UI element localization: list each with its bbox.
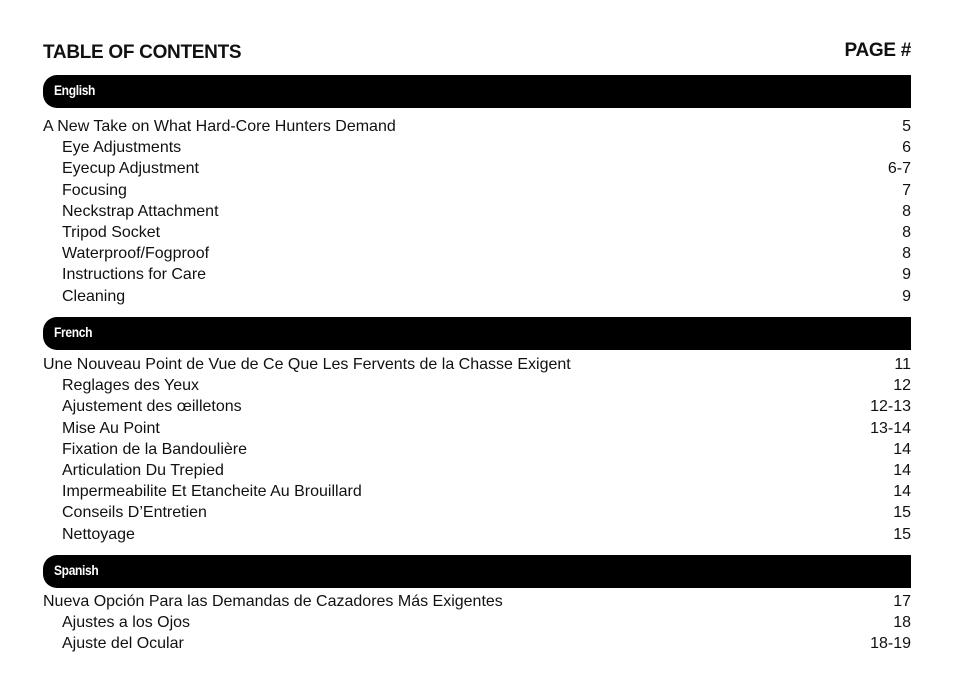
toc-entry[interactable] bbox=[43, 243, 911, 264]
section-entries-spanish bbox=[43, 591, 911, 655]
toc-entry-label: Articulation Du Trepied bbox=[62, 461, 224, 479]
toc-entry-label: Reglages des Yeux bbox=[62, 377, 199, 395]
toc-entry[interactable] bbox=[43, 439, 911, 460]
section-title: Spanish bbox=[54, 562, 99, 578]
page-number-label: PAGE # bbox=[844, 40, 911, 61]
toc-entry-label: Tripod Socket bbox=[62, 223, 161, 241]
section-entries-english bbox=[43, 116, 911, 307]
toc-entry-label: Nueva Opción Para las Demandas de Cazadores Más Exigentes bbox=[43, 593, 503, 610]
toc-entry-page: 7 bbox=[902, 181, 911, 199]
toc-entry-label: Ajustes a los Ojos bbox=[62, 614, 191, 632]
section-title: English bbox=[54, 82, 96, 98]
toc-entry[interactable] bbox=[43, 612, 911, 633]
toc-entry-label: Mise Au Point bbox=[62, 419, 160, 437]
toc-header bbox=[43, 42, 911, 66]
toc-entry-label: Une Nouveau Point de Vue de Ce Que Les Fervents de la Chasse Exigent bbox=[43, 356, 571, 373]
toc-entry[interactable] bbox=[43, 354, 911, 375]
toc-entry-page: 12-13 bbox=[870, 398, 911, 416]
toc-entry-label: Focusing bbox=[62, 181, 127, 199]
toc-entry-label: Impermeabilite Et Etancheite Au Brouillard bbox=[62, 483, 362, 501]
toc-entry-label: Ajustement des œilletons bbox=[62, 398, 242, 416]
toc-entry[interactable] bbox=[43, 180, 911, 201]
toc-entry-label: Fixation de la Bandoulière bbox=[62, 440, 248, 458]
toc-entry-page: 9 bbox=[902, 266, 911, 284]
toc-entry[interactable] bbox=[43, 222, 911, 243]
toc-entry-page: 8 bbox=[902, 245, 911, 263]
toc-entry[interactable] bbox=[43, 201, 911, 222]
toc-entry-page: 8 bbox=[902, 202, 911, 220]
toc-entry[interactable] bbox=[43, 158, 911, 179]
section-title: French bbox=[54, 324, 93, 340]
toc-entry-page: 14 bbox=[893, 483, 911, 501]
toc-entry[interactable] bbox=[43, 460, 911, 481]
toc-entry[interactable] bbox=[43, 524, 911, 545]
toc-entry-label: Neckstrap Attachment bbox=[62, 202, 219, 220]
toc-entry-label: A New Take on What Hard-Core Hunters Demand bbox=[43, 118, 396, 135]
toc-entry-page: 17 bbox=[893, 593, 911, 610]
toc-entry-label: Eyecup Adjustment bbox=[62, 160, 199, 178]
section-bar-spanish bbox=[43, 555, 911, 588]
toc-entry[interactable] bbox=[43, 633, 911, 654]
toc-entry[interactable] bbox=[43, 396, 911, 417]
toc-entry-page: 9 bbox=[902, 287, 911, 305]
toc-entry-page: 14 bbox=[893, 440, 911, 458]
toc-entry-label: Cleaning bbox=[62, 287, 126, 305]
toc-entry[interactable] bbox=[43, 116, 911, 137]
section-bar-french bbox=[43, 317, 911, 350]
toc-entry-label: Waterproof/Fogproof bbox=[62, 245, 210, 263]
toc-title: TABLE OF CONTENTS bbox=[43, 42, 242, 63]
toc-entry-page: 15 bbox=[893, 525, 911, 543]
toc-entry-label: Instructions for Care bbox=[62, 266, 207, 284]
toc-entry-page: 8 bbox=[902, 223, 911, 241]
toc-entry-page: 12 bbox=[893, 377, 911, 395]
toc-entry-label: Eye Adjustments bbox=[62, 139, 182, 157]
toc-entry-label: Ajuste del Ocular bbox=[62, 635, 184, 653]
toc-entry-page: 6 bbox=[902, 139, 911, 157]
toc-entry-page: 18-19 bbox=[870, 635, 911, 653]
toc-entry[interactable] bbox=[43, 591, 911, 612]
section-bar-english bbox=[43, 75, 911, 108]
toc-entry-page: 13-14 bbox=[870, 419, 911, 437]
toc-entry[interactable] bbox=[43, 502, 911, 523]
toc-entry-page: 14 bbox=[893, 461, 911, 479]
toc-entry[interactable] bbox=[43, 286, 911, 307]
toc-entry-page: 11 bbox=[894, 356, 911, 373]
toc-entry[interactable] bbox=[43, 137, 911, 158]
toc-entry[interactable] bbox=[43, 375, 911, 396]
section-entries-french bbox=[43, 354, 911, 545]
toc-entry[interactable] bbox=[43, 264, 911, 285]
toc-entry-label: Nettoyage bbox=[62, 525, 135, 543]
toc-entry-page: 5 bbox=[902, 118, 911, 135]
toc-page bbox=[43, 0, 911, 693]
toc-entry[interactable] bbox=[43, 418, 911, 439]
toc-entry-label: Conseils D’Entretien bbox=[62, 504, 207, 522]
toc-entry-page: 6-7 bbox=[887, 160, 911, 178]
toc-entry-page: 18 bbox=[893, 614, 911, 632]
toc-entry[interactable] bbox=[43, 481, 911, 502]
toc-entry-page: 15 bbox=[893, 504, 911, 522]
